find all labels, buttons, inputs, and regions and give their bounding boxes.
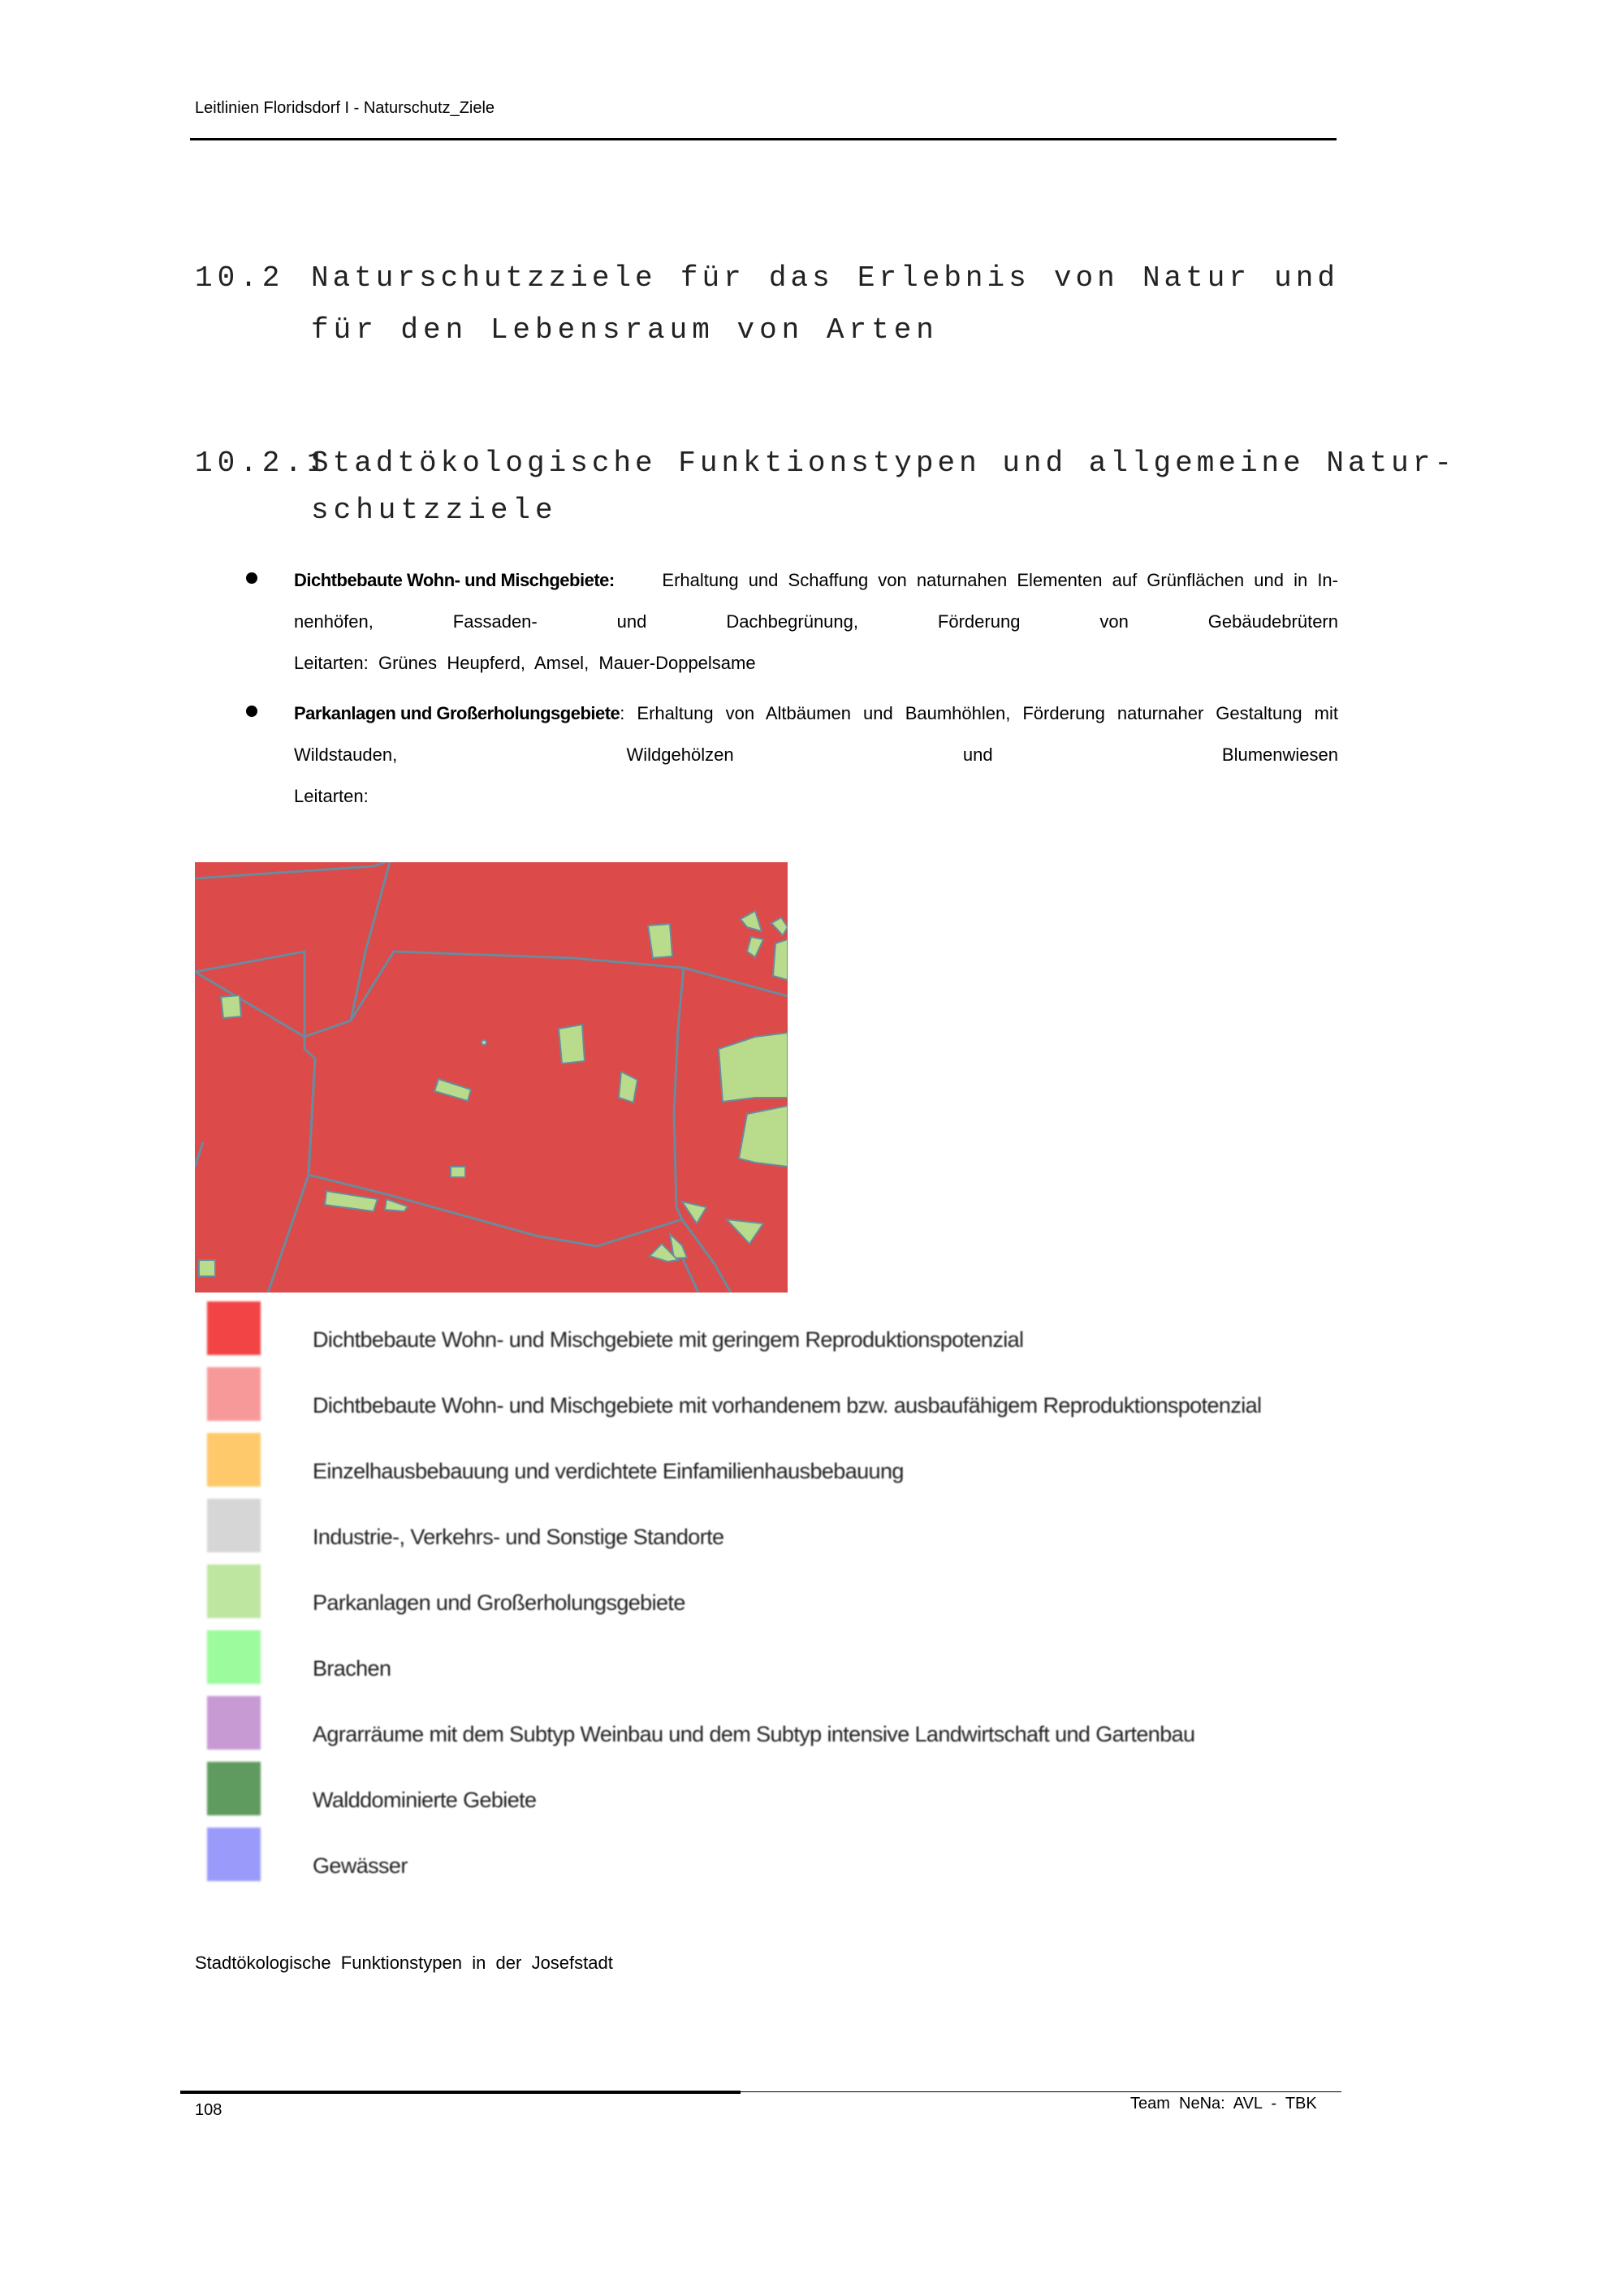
legend-row xyxy=(207,1696,1344,1750)
legend-swatch xyxy=(207,1762,261,1815)
legend-row xyxy=(207,1630,1344,1684)
section-title-line2: für den Lebensraum von Arten xyxy=(311,313,939,347)
legend-row xyxy=(207,1762,1344,1815)
word: Wildgehölzen xyxy=(626,744,734,765)
subsection-number: 10.2.1 xyxy=(195,447,330,480)
word: von xyxy=(1099,611,1129,632)
legend-label: Dichtbebaute Wohn- und Mischgebiete mit geringem Reproduktionspotenzial xyxy=(313,1327,1024,1352)
bullet-1-line2 xyxy=(294,611,1338,632)
bullet-1-line3: Leitarten: Grünes Heupferd, Amsel, Mauer-Doppelsame xyxy=(294,653,756,673)
legend-label: Walddominierte Gebiete xyxy=(313,1788,537,1812)
word: Förderung xyxy=(937,611,1021,632)
page-number: 108 xyxy=(195,2101,222,2119)
subsection-title-line1: Stadtökologische Funktionstypen und allgemeine Natur- xyxy=(311,447,1456,480)
legend-label: Agrarräume mit dem Subtyp Weinbau und dem Subtyp intensive Landwirtschaft und Gartenbau xyxy=(313,1722,1195,1746)
legend-row xyxy=(207,1301,1344,1355)
legend-swatch xyxy=(207,1564,261,1618)
bullet-2-line3: Leitarten: xyxy=(294,786,369,806)
word: nenhöfen, xyxy=(294,611,374,632)
word: und xyxy=(962,744,993,765)
legend-row xyxy=(207,1367,1344,1421)
dense-area-fill xyxy=(195,862,788,1293)
bullet-1-term: Dichtbebaute Wohn- und Mischgebiete: xyxy=(294,570,615,590)
legend-label: Dichtbebaute Wohn- und Mischgebiete mit vorhandenem bzw. ausbaufähigem Reproduktionspotenzial xyxy=(313,1393,1262,1418)
word: Wildstauden, xyxy=(294,744,398,765)
legend-swatch xyxy=(207,1828,261,1881)
figure-caption: Stadtökologische Funktionstypen in der Josefstadt xyxy=(195,1953,613,1973)
legend-row xyxy=(207,1564,1344,1618)
legend-swatch xyxy=(207,1696,261,1750)
section-title-line1: Naturschutzziele für das Erlebnis von Natur und xyxy=(311,261,1339,295)
legend-swatch xyxy=(207,1630,261,1684)
bullet-1-text: Erhaltung und Schaffung von naturnahen Elementen auf Grünflächen und in In- xyxy=(662,570,1338,590)
legend-label: Gewässer xyxy=(313,1854,408,1878)
running-header: Leitlinien Floridsdorf I - Naturschutz_Ziele xyxy=(195,99,495,117)
legend-swatch xyxy=(207,1433,261,1487)
bullet-2-line2 xyxy=(294,744,1338,766)
legend-row xyxy=(207,1499,1344,1552)
footer-team: Team NeNa: AVL - TBK xyxy=(1130,2095,1317,2113)
bullet-2-line1 xyxy=(294,703,1338,724)
word: und xyxy=(616,611,647,632)
bullet-dot xyxy=(246,706,257,717)
legend-row xyxy=(207,1828,1344,1881)
word: Blumenwiesen xyxy=(1221,744,1338,765)
bullet-2-term: Parkanlagen und Großerholungsgebiete xyxy=(294,703,620,723)
legend-label: Parkanlagen und Großerholungsgebiete xyxy=(313,1590,685,1615)
legend-swatch xyxy=(207,1499,261,1552)
footer-rule-thin xyxy=(741,2091,1341,2092)
bullet-1-line1 xyxy=(294,570,1338,591)
legend-label: Industrie-, Verkehrs- und Sonstige Standorte xyxy=(313,1525,724,1549)
legend-swatch xyxy=(207,1367,261,1421)
bullet-dot xyxy=(246,572,257,584)
bullet-2-text: : Erhaltung von Altbäumen und Baumhöhlen, Förderung naturnaher Gestaltung mit xyxy=(620,703,1338,723)
legend-row xyxy=(207,1433,1344,1487)
section-number: 10.2 xyxy=(195,261,285,295)
word: Gebäudebrütern xyxy=(1207,611,1338,632)
word: Dachbegrünung, xyxy=(726,611,858,632)
header-rule xyxy=(190,138,1337,140)
footer-rule xyxy=(180,2091,741,2094)
subsection-title-line2: schutzziele xyxy=(311,494,558,527)
legend-swatch xyxy=(207,1301,261,1355)
functional-types-map xyxy=(195,862,788,1293)
legend-label: Einzelhausbebauung und verdichtete Einfamilienhausbebauung xyxy=(313,1459,904,1483)
word: Fassaden- xyxy=(452,611,538,632)
legend-label: Brachen xyxy=(313,1656,391,1681)
